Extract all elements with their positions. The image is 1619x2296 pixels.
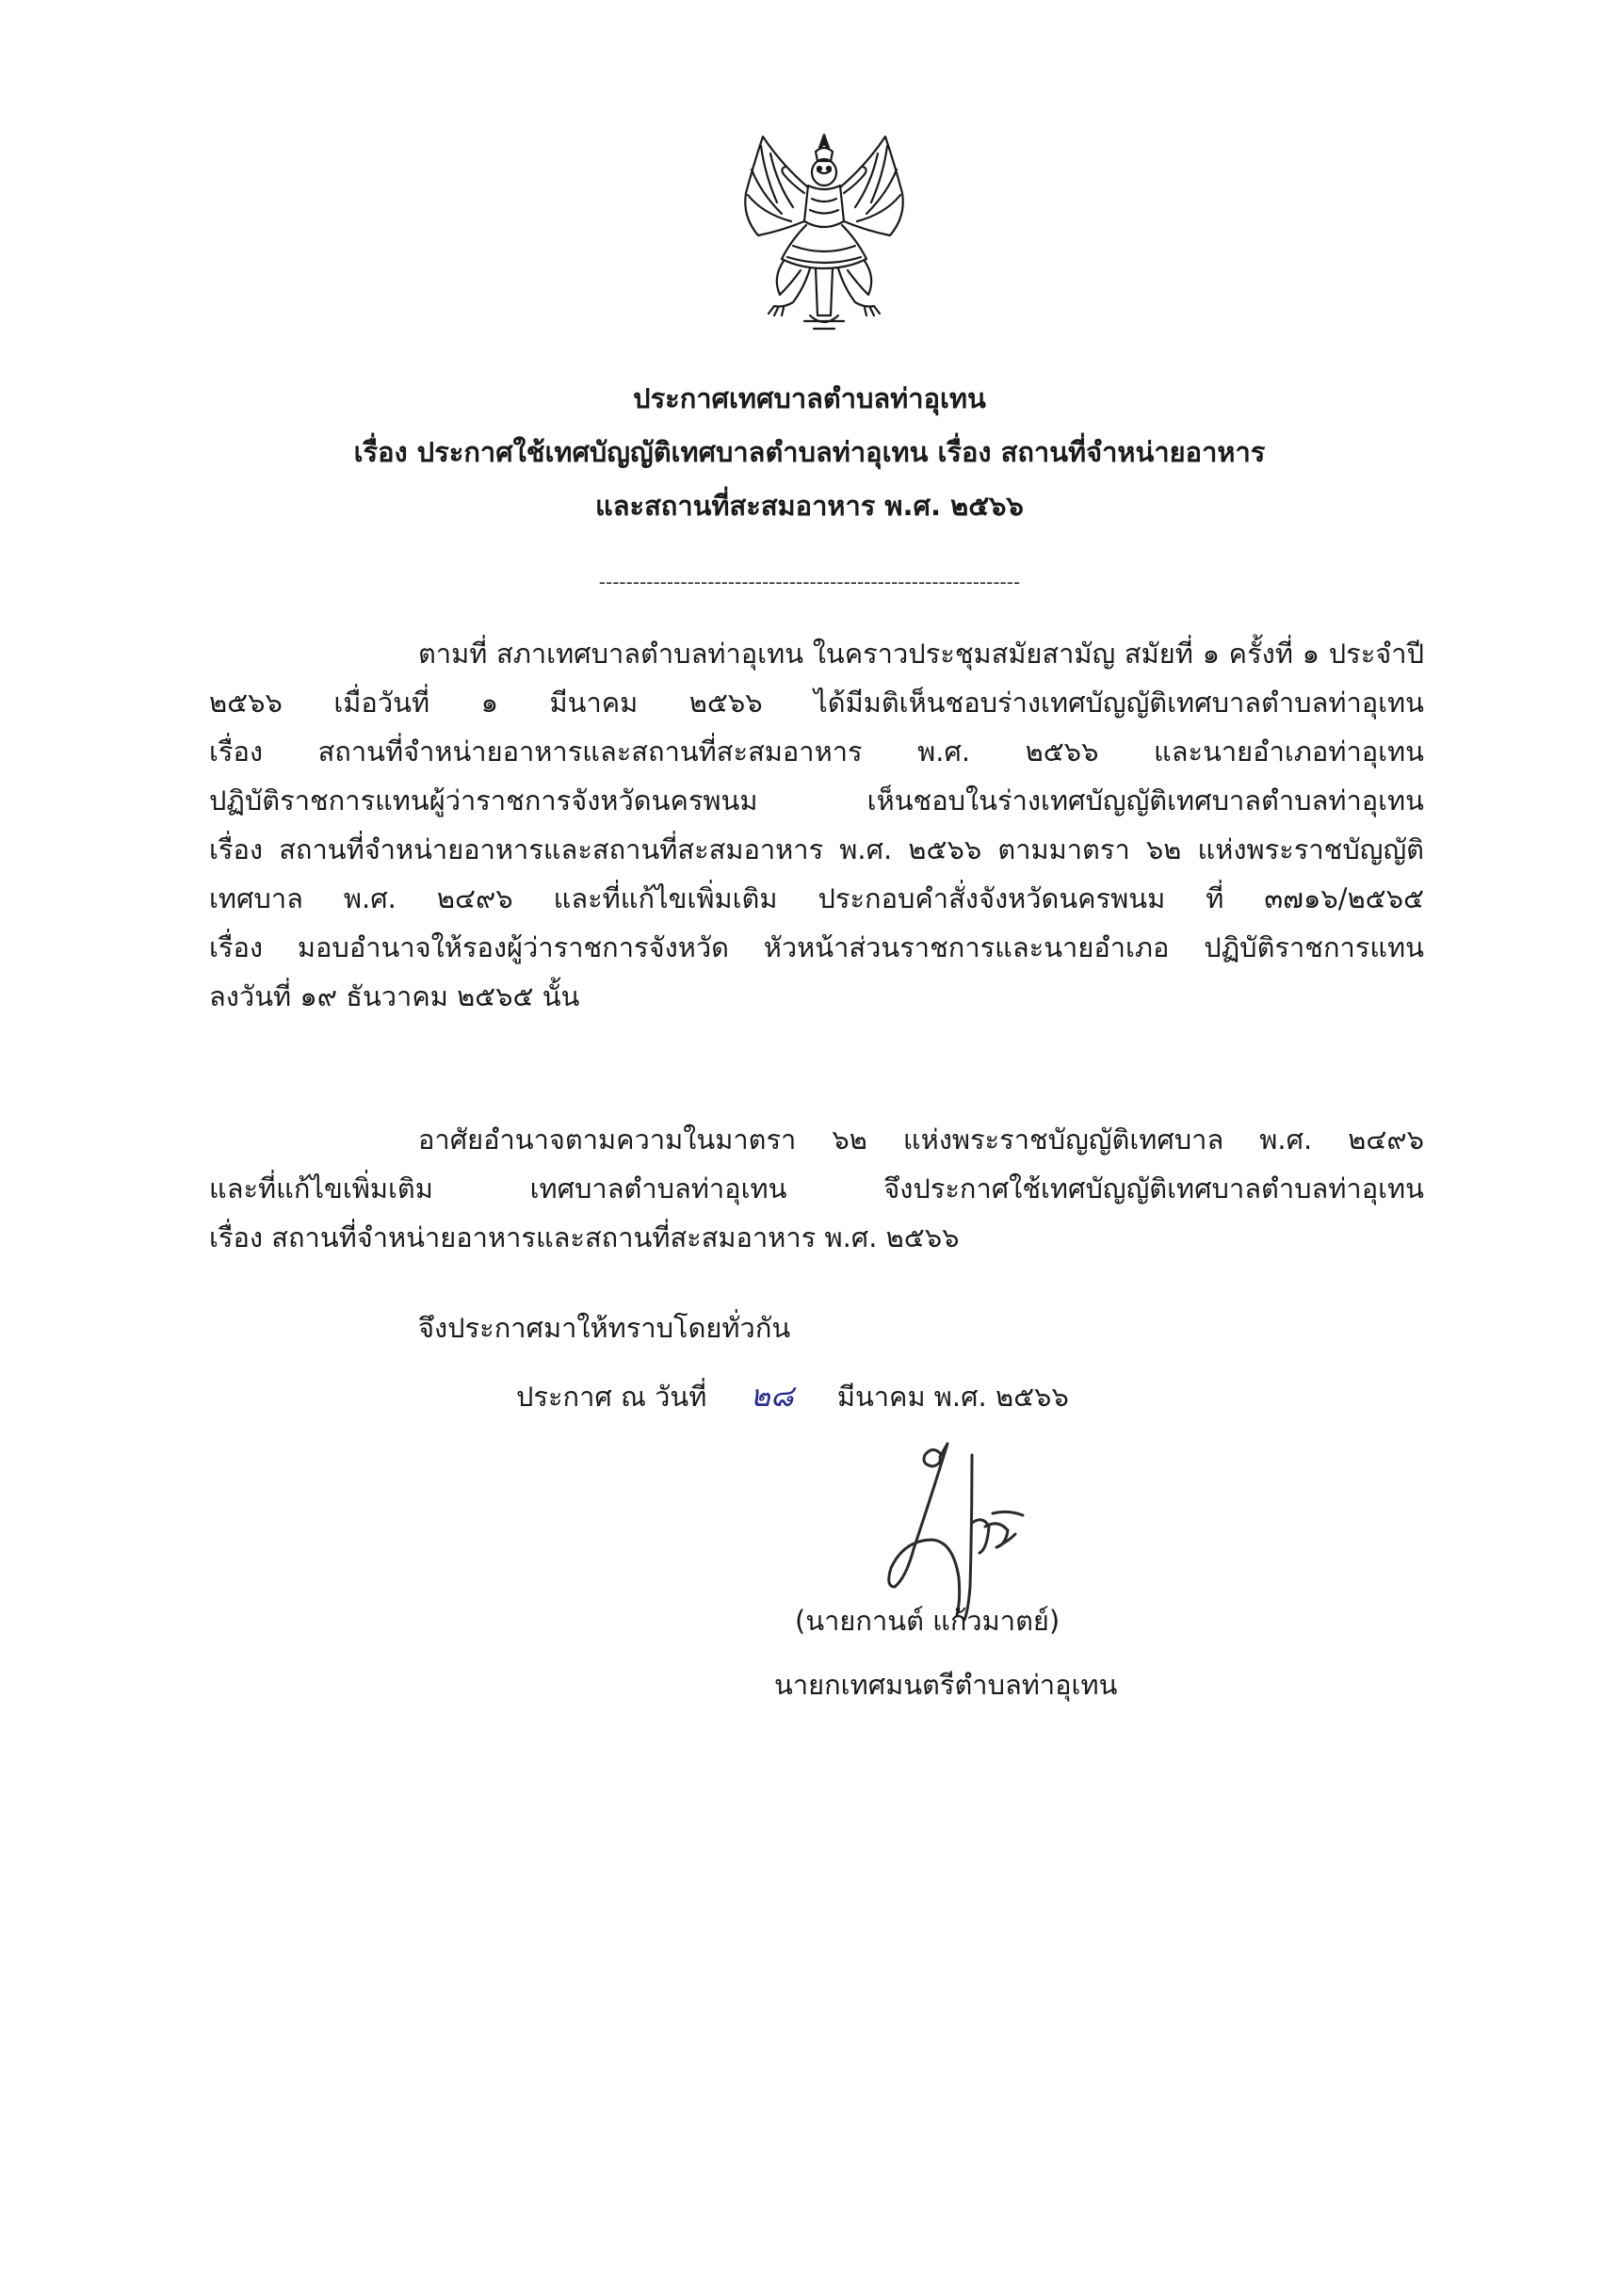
para1-line: เทศบาล พ.ศ. ๒๔๙๖ และที่แก้ไขเพิ่มเติม ประกอบคำสั่งจังหวัดนครพนม ที่ ๓๗๑๖/๒๕๖๕	[209, 882, 1424, 914]
handwritten-signature	[866, 1436, 1064, 1625]
signatory-position: นายกเทศมนตรีตำบลท่าอุเทน	[774, 1669, 1118, 1701]
dateline-suffix: มีนาคม พ.ศ. ๒๕๖๖	[836, 1381, 1069, 1413]
para2-line: เรื่อง สถานที่จำหน่ายอาหารและสถานที่สะสมอาหาร พ.ศ. ๒๕๖๖	[209, 1221, 960, 1253]
para1-line: ปฏิบัติราชการแทนผู้ว่าราชการจังหวัดนครพนม เห็นชอบในร่างเทศบัญญัติเทศบาลตำบลท่าอุเทน	[209, 784, 1424, 817]
subject-line-1: เรื่อง ประกาศใช้เทศบัญญัติเทศบาลตำบลท่าอุเทน เรื่อง สถานที่จำหน่ายอาหาร	[353, 436, 1266, 468]
signatory-name: (นายกานต์ แก้วมาตย์)	[795, 1605, 1060, 1637]
para1-line: ตามที่ สภาเทศบาลตำบลท่าอุเทน ในคราวประชุมสมัยสามัญ สมัยที่ ๑ ครั้งที่ ๑ ประจำปี	[418, 638, 1424, 670]
para1-line: ลงวันที่ ๑๙ ธันวาคม ๒๕๖๕ นั้น	[209, 980, 580, 1012]
para2-line: อาศัยอำนาจตามความในมาตรา ๖๒ แห่งพระราชบัญญัติเทศบาล พ.ศ. ๒๔๙๖	[418, 1124, 1424, 1156]
body-paragraph-1	[209, 629, 1424, 1021]
para1-line: เรื่อง สถานที่จำหน่ายอาหารและสถานที่สะสมอาหาร พ.ศ. ๒๕๖๖ ตามมาตรา ๖๒ แห่งพระราชบัญญัติ	[209, 833, 1424, 865]
title-divider: --------------------------------------------------------------	[598, 571, 1021, 593]
garuda-emblem	[725, 127, 923, 339]
para1-line: เรื่อง สถานที่จำหน่ายอาหารและสถานที่สะสมอาหาร พ.ศ. ๒๕๖๖ และนายอำเภอท่าอุเทน	[209, 736, 1424, 768]
para1-line: เรื่อง มอบอำนาจให้รองผู้ว่าราชการจังหวัด หัวหน้าส่วนราชการและนายอำเภอ ปฏิบัติราชการแทน	[209, 931, 1424, 963]
handwritten-day: ๒๘	[750, 1378, 794, 1414]
para1-line: ๒๕๖๖ เมื่อวันที่ ๑ มีนาคม ๒๕๖๖ ได้มีมติเห็นชอบร่างเทศบัญญัติเทศบาลตำบลท่าอุเทน	[209, 687, 1424, 719]
para2-line: และที่แก้ไขเพิ่มเติม เทศบาลตำบลท่าอุเทน จึงประกาศใช้เทศบัญญัติเทศบาลตำบลท่าอุเทน	[209, 1172, 1424, 1205]
dateline	[516, 1377, 1069, 1415]
dateline-prefix: ประกาศ ณ วันที่	[516, 1381, 707, 1413]
body-paragraph-2	[209, 1115, 1424, 1262]
announcement-title: ประกาศเทศบาลตำบลท่าอุเทน	[633, 382, 986, 414]
subject-line-2: และสถานที่สะสมอาหาร พ.ศ. ๒๕๖๖	[595, 490, 1024, 522]
closing-statement: จึงประกาศมาให้ทราบโดยทั่วกัน	[418, 1312, 791, 1344]
